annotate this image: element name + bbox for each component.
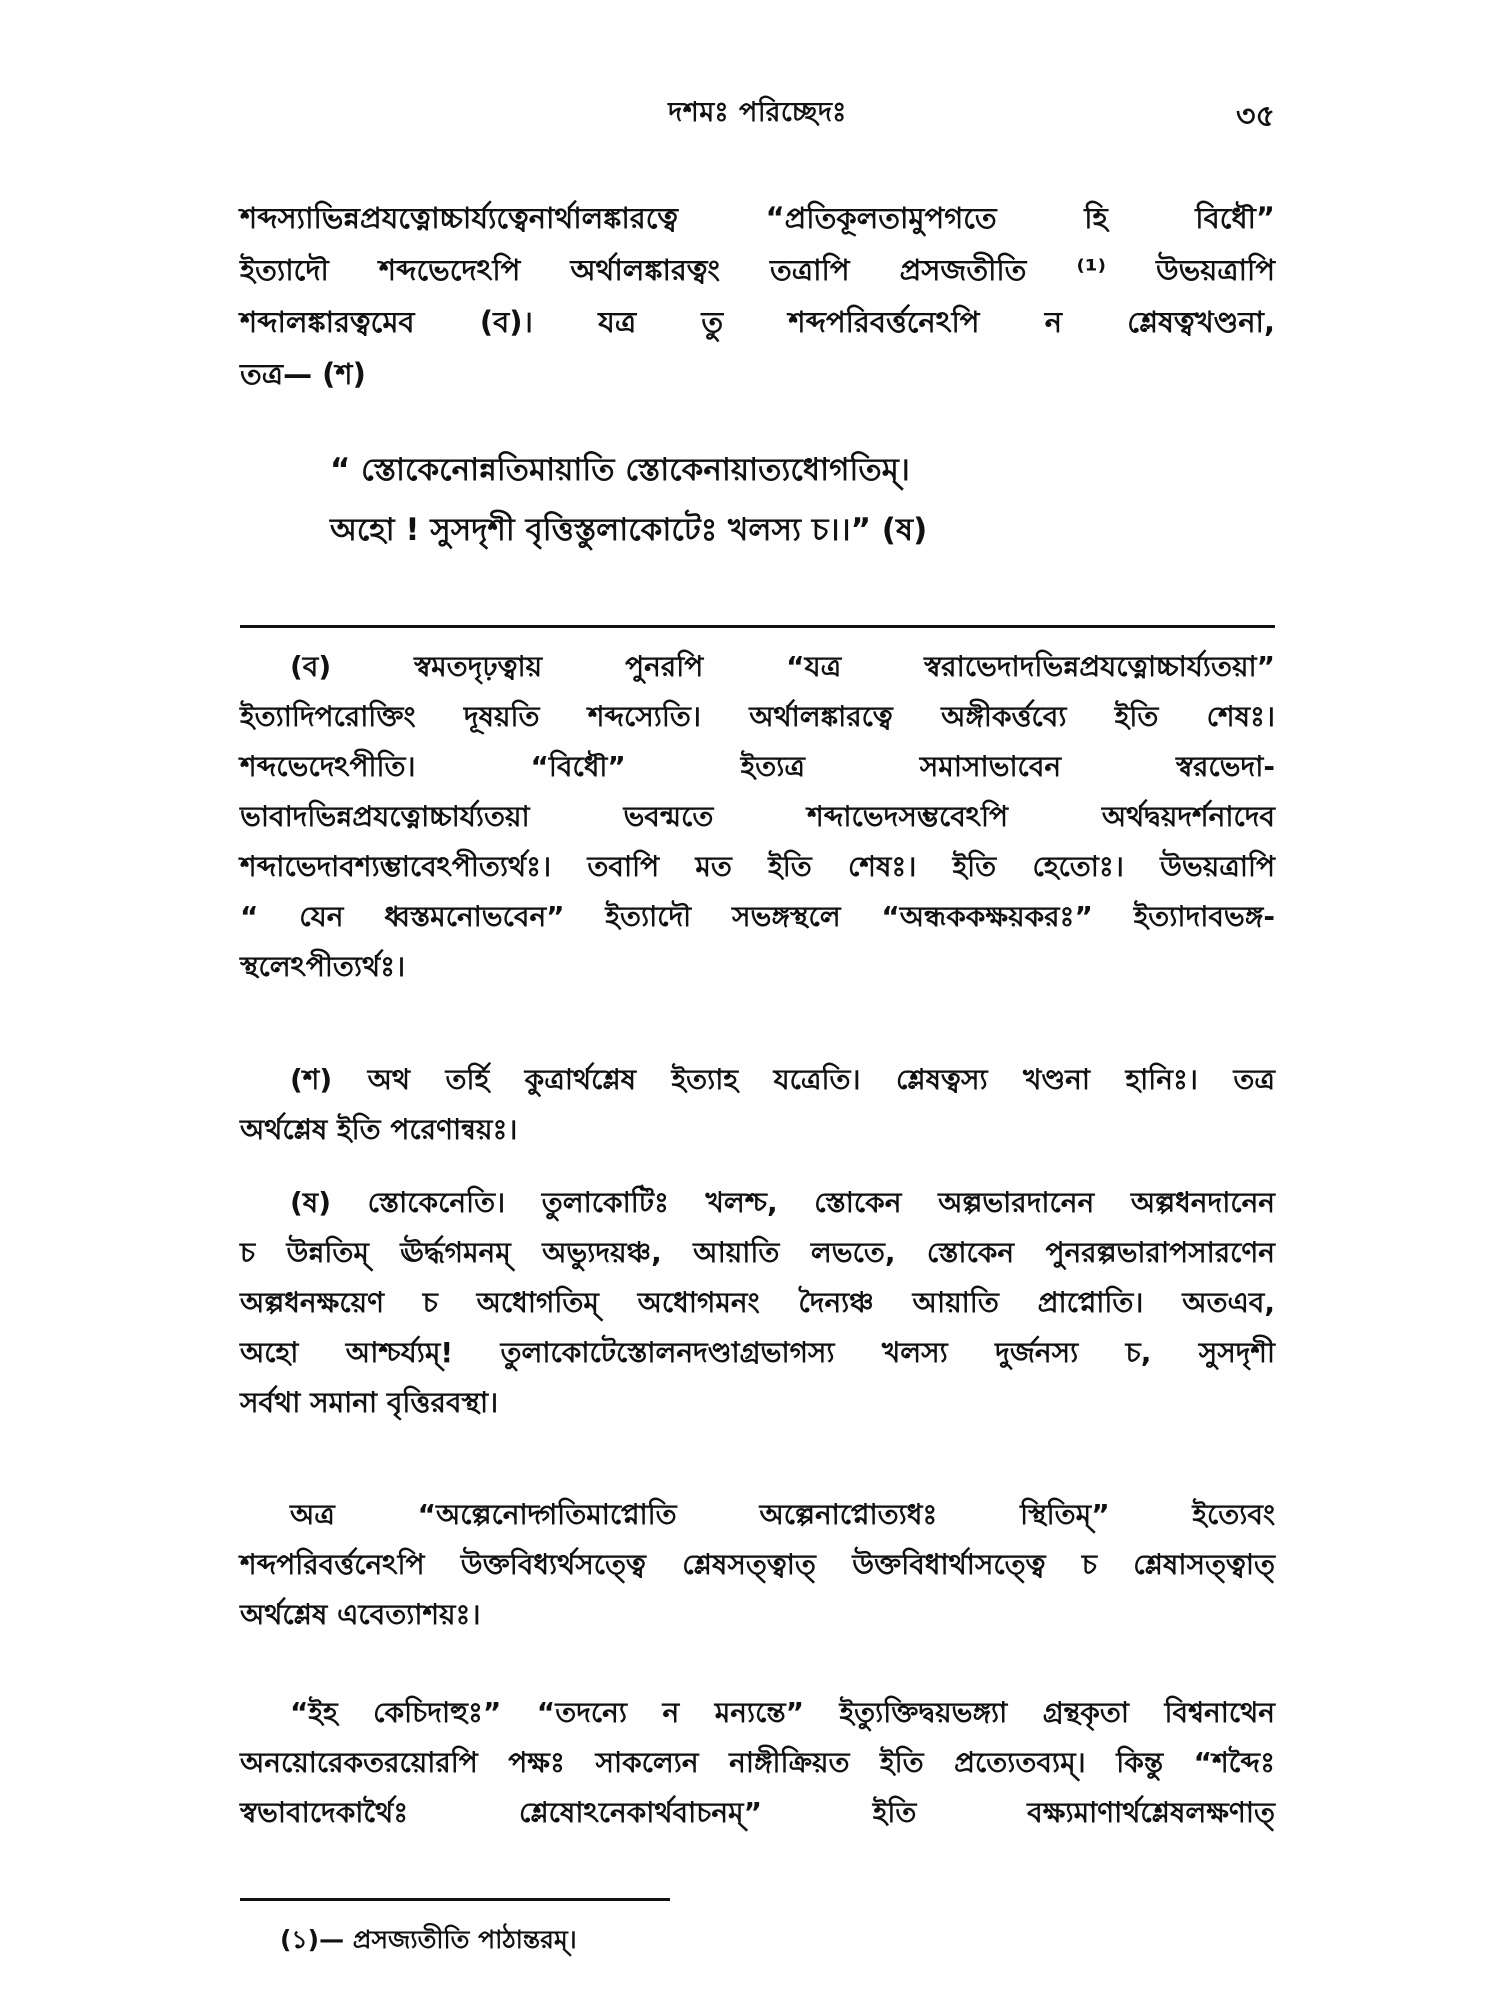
note-line: অনয়োরেকতরয়োরপি পক্ষঃ সাকল্যেন নাঙ্গীক্রিয়ত ইতি প্রত্যেতব্যম্। কিন্তু “শব্দৈঃ	[240, 1746, 1275, 1779]
page-number: ৩৫	[1236, 99, 1275, 134]
verse-line: অহো ! সুসদৃশী বৃত্তিস্তুলাকোটেঃ খলস্য চ।।” (ষ)	[330, 512, 928, 548]
note-line: অত্র “অল্পেনোদ্গতিমাপ্নোতি অল্পেনাপ্নোত্যধঃ স্থিতিম্” ইত্যেবং	[290, 1498, 1275, 1531]
note-line: (শ) অথ তর্হি কুত্রার্থশ্লেষ ইত্যাহ যত্রেতি। শ্লেষত্বস্য খণ্ডনা হানিঃ। তত্র	[290, 1063, 1275, 1096]
note-ba	[240, 642, 1275, 992]
note-line: ভাবাদভিন্নপ্রযত্নোচ্চার্য্যতয়া ভবন্মতে শব্দাভেদসম্ভবেঽপি অর্থদ্বয়দর্শনাদেব	[240, 800, 1275, 833]
note-line: সর্বথা সমানা বৃত্তিরবস্থা।	[240, 1386, 499, 1419]
note-line: অহো আশ্চর্য্যম্! তুলাকোটেস্তোলনদণ্ডাগ্রভাগস্য খলস্য দুর্জনস্য চ, সুসদৃশী	[240, 1336, 1275, 1369]
note-line: “ইহ কেচিদাহুঃ” “তদন্যে ন মন্যন্তে” ইত্যুক্তিদ্বয়ভঙ্গ্যা গ্রন্থকৃতা বিশ্বনাথেন	[290, 1696, 1275, 1729]
text-line: তত্র— (শ)	[240, 357, 366, 391]
note-line: অল্পধনক্ষয়েণ চ অধোগতিম্ অধোগমনং দৈন্যঞ্চ আয়াতি প্রাপ্নোতি। অতএব,	[240, 1286, 1275, 1319]
footnote: (১)— প্রসজ্যতীতি পাঠান্তরম্।	[280, 1925, 577, 1954]
note-line: অর্থশ্লেষ ইতি পরেণান্বয়ঃ।	[240, 1113, 518, 1146]
note-line: স্বভাবাদেকার্থৈঃ শ্লেষোঽনেকার্থবাচনম্” ইতি বক্ষ্যমাণার্থশ্লেষলক্ষণাত্	[240, 1796, 1275, 1829]
text-line: ইত্যাদৌ শব্দভেদেঽপি অর্থালঙ্কারত্বং তত্রাপি প্রসজতীতি ⁽¹⁾ উভয়ত্রাপি	[240, 253, 1275, 287]
note-line: (ব) স্বমতদৃঢ়ত্বায় পুনরপি “যত্র স্বরাভেদাদভিন্নপ্রযত্নোচ্চার্য্যতয়া”	[290, 650, 1275, 683]
note-line: অর্থশ্লেষ এবেত্যাশয়ঃ।	[240, 1598, 481, 1631]
main-paragraph	[240, 192, 1275, 400]
text-line: শব্দস্যাভিন্নপ্রযত্নোচ্চার্য্যত্বেনার্থালঙ্কারত্বে “প্রতিকূলতামুপগতে হি বিধৌ”	[240, 201, 1275, 235]
note-line: চ উন্নতিম্ ঊর্দ্ধগমনম্ অভ্যুদয়ঞ্চ, আয়াতি লভতে, স্তোকেন পুনরল্পভারাপসারণেন	[240, 1236, 1275, 1269]
note-line: শব্দপরিবর্ত্তনেঽপি উক্তবিধ্যর্থসত্ত্বে শ্লেষসত্ত্বাত্ উক্তবিধার্থাসত্ত্বে চ শ্লেষাসত্ত্বাত্	[240, 1548, 1275, 1581]
text-line: শব্দালঙ্কারত্বমেব (ব)। যত্র তু শব্দপরিবর্ত্তনেঽপি ন শ্লেষত্বখণ্ডনা,	[240, 305, 1275, 339]
verse-block	[330, 440, 1090, 560]
paragraph-iha	[240, 1688, 1275, 1838]
note-line: স্থলেঽপীত্যর্থঃ।	[240, 950, 406, 983]
running-header	[240, 92, 1275, 132]
chapter-title: দশমঃ পরিচ্ছেদঃ	[668, 97, 847, 128]
note-line: শব্দাভেদাবশ্যম্ভাবেঽপীত্যর্থঃ। তবাপি মত ইতি শেষঃ। ইতি হেতোঃ। উভয়ত্রাপি	[240, 850, 1275, 883]
note-line: (ষ) স্তোকেনেতি। তুলাকোটিঃ খলশ্চ, স্তোকেন অল্পভারদানেন অল্পধনদানেন	[290, 1186, 1275, 1219]
note-line: শব্দভেদেঽপীতি। “বিধৌ” ইত্যত্র সমাসাভাবেন স্বরভেদা-	[240, 750, 1275, 783]
note-line: “ যেন ধ্বস্তমনোভবেন” ইত্যাদৌ সভঙ্গস্থলে “অন্ধককক্ষয়করঃ” ইত্যাদাবভঙ্গ-	[240, 900, 1275, 933]
note-sha	[240, 1055, 1275, 1155]
footnote-divider	[240, 1898, 670, 1901]
note-ssa	[240, 1178, 1275, 1428]
verse-line: “ স্তোকেনোন্নতিমায়াতি স্তোকেনায়াত্যধোগতিম্।	[330, 452, 910, 488]
paragraph-atra	[240, 1490, 1275, 1640]
section-divider	[240, 625, 1275, 628]
note-line: ইত্যাদিপরোক্তিং দূষয়তি শব্দস্যেতি। অর্থালঙ্কারত্বে অঙ্গীকর্ত্তব্যে ইতি শেষঃ।	[240, 700, 1275, 733]
